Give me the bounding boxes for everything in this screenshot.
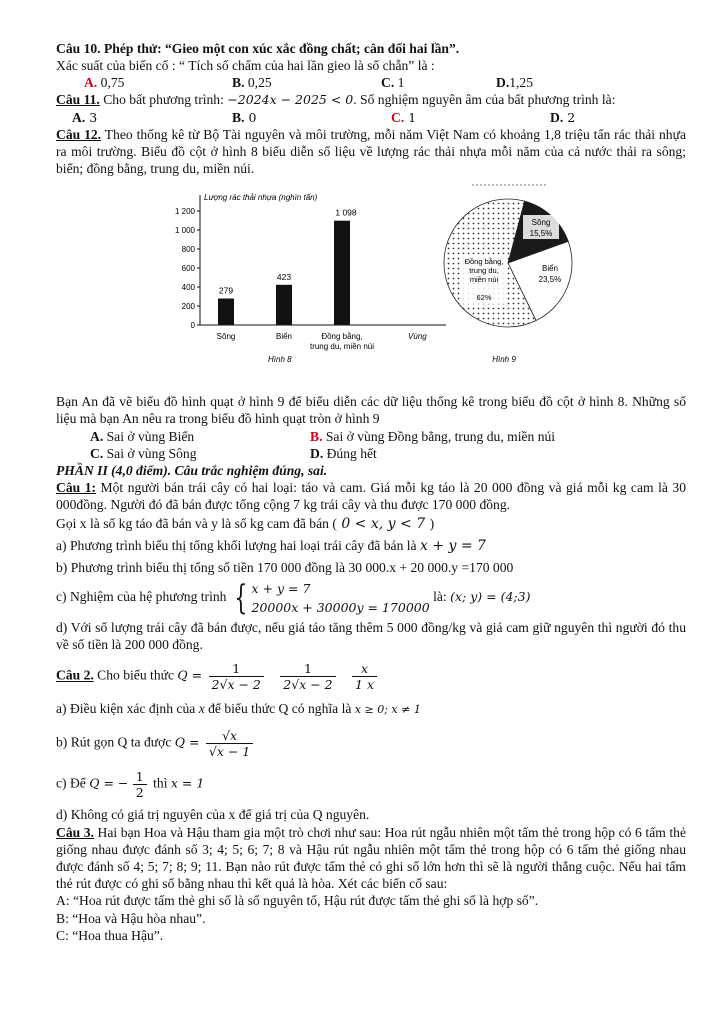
c3-event-b: B: “Hoa và Hậu hòa nhau”. xyxy=(56,910,206,926)
q12-option-b[interactable]: B. Sai ở vùng Đồng bằng, trung du, miền núi xyxy=(310,428,556,444)
category-label: trung du, miền núi xyxy=(309,342,375,352)
q10-option-b[interactable]: B. 0,25 xyxy=(232,75,272,91)
y-tick-label: 800 xyxy=(181,245,195,255)
bar-value-label: 1 098 xyxy=(335,207,357,218)
q12-stem: Câu 12. Theo thống kê từ Bộ Tài nguyên và môi trường, mỗi năm Việt Nam có khoảng 1,8 triệu tấn rác thải nhựa ra môi trường. Biểu đồ cột ở hình 8 biểu diễn số liệu về lượng rác thải nhựa mỗi năm của cả nước thải ra sông; biển; đồng bằng, trung du, miền núi. xyxy=(56,126,686,177)
c2-d[interactable]: d) Không có giá trị nguyên của x để giá trị của Q nguyên. xyxy=(56,807,370,823)
c1-c[interactable]: c) Nghiệm của hệ phương trình { x + y = 7 20000x + 30000y = 170000 là: (x; y) = (4;3) xyxy=(56,577,531,618)
bar-value-label: 279 xyxy=(218,285,234,296)
label-dong-bang xyxy=(462,254,506,304)
q12-option-d[interactable]: D. Đúng hết xyxy=(310,445,377,461)
c1-b[interactable]: b) Phương trình biểu thị tổng số tiền 170 000 đồng là 30 000.x + 20 000.y =170 000 xyxy=(56,559,514,575)
pie-label-value: 15,5% xyxy=(529,229,553,239)
charts-area xyxy=(56,181,686,389)
q12-options-row2 xyxy=(56,445,686,462)
q10-option-a[interactable]: A. 0,75 xyxy=(84,75,125,91)
pie-label-name: trung du, xyxy=(469,266,499,276)
figure-caption: Hình 9 xyxy=(492,355,516,365)
q11-option-b[interactable]: B. 0 xyxy=(232,109,257,125)
pie-label-name: Đồng bằng, xyxy=(464,257,504,267)
bar-value-label: 423 xyxy=(276,272,292,283)
bar xyxy=(276,285,292,325)
q10-option-d[interactable]: D.1,25 xyxy=(496,75,534,91)
pie-label-value: 62% xyxy=(476,293,492,303)
c2-a[interactable]: a) Điều kiện xác định của x để biểu thức Q có nghĩa là x ≥ 0; x ≠ 1 xyxy=(56,701,421,717)
fraction-2: $\frac{1}{2√x - 2}$ xyxy=(280,661,335,692)
q11-options xyxy=(56,109,686,126)
q12-after: Bạn An đã vẽ biểu đồ hình quạt ở hình 9 để biểu diễn các dữ liệu thống kê trong biểu đồ cột ở hình 8. Những số liệu mà bạn An nêu ra trong biểu đồ hình quạt tròn ở hình 9 xyxy=(56,394,686,427)
c3-event-a: A: “Hoa rút được tấm thẻ ghi số là số nguyên tố, Hậu rút được tấm thẻ ghi số là hợp số”. xyxy=(56,893,539,909)
x-axis-label: Vùng xyxy=(408,332,427,342)
q12-option-a[interactable]: A. Sai ở vùng Biển xyxy=(90,428,195,444)
y-tick-label: 0 xyxy=(190,321,195,331)
bar xyxy=(218,299,234,326)
y-tick-label: 400 xyxy=(181,283,195,293)
c2-b[interactable]: b) Rút gọn Q ta được Q = $\frac{√x}{√x - 1}$ xyxy=(56,728,686,759)
c2-stem: Câu 2. Cho biểu thức Q = $\frac{1}{2√x - 2}$ $\frac{1}{2√x - 2}$ $\frac{x}{1 x}$ xyxy=(56,661,686,692)
q11-option-d[interactable]: D. 2 xyxy=(550,109,576,125)
figure-caption: Hình 8 xyxy=(268,355,292,365)
part2-title: PHẦN II (4,0 điểm). Câu trắc nghiệm đúng, sai. xyxy=(56,462,328,478)
q10-options xyxy=(56,74,686,91)
q11-option-a[interactable]: A. 3 xyxy=(72,109,98,125)
fraction-result: $\frac{√x}{√x - 1}$ xyxy=(206,728,253,759)
c1-def: Gọi x là số kg táo đã bán và y là số kg cam đã bán ( 0 < x, y < 7 ) xyxy=(56,516,435,533)
y-tick-label: 1 000 xyxy=(174,226,195,236)
pie-label-name: miền núi xyxy=(469,275,499,285)
label-song xyxy=(523,215,559,239)
fraction-3: $\frac{x}{1 x}$ xyxy=(352,661,377,692)
chart-title: Lượng rác thải nhựa (nghìn tấn) xyxy=(204,193,318,203)
y-tick-label: 1 200 xyxy=(174,207,195,217)
c2-c[interactable]: c) Để Q = − $\frac{1}{2}$ thì x = 1 xyxy=(56,769,205,801)
q10-stem: Xác suất của biến cố : “ Tích số chấm của hai lần gieo là số chẵn” là : xyxy=(56,58,435,74)
exam-page xyxy=(56,40,686,944)
category-label: Đồng bằng, xyxy=(321,332,363,342)
c3-event-c: C: “Hoa thua Hậu”. xyxy=(56,927,164,943)
q11-stem: Câu 11. Cho bất phương trình: −2024x − 2025 < 0. Số nghiệm nguyên âm của bất phương trình là: xyxy=(56,92,616,108)
q12-option-c[interactable]: C. Sai ở vùng Sông xyxy=(90,445,197,461)
pie-label-value: 23,5% xyxy=(538,275,562,285)
fraction-1: $\frac{1}{2√x - 2}$ xyxy=(209,661,264,692)
y-tick-label: 200 xyxy=(181,302,195,312)
category-label: Sông xyxy=(216,332,236,342)
equation-system: { x + y = 7 20000x + 30000y = 170000 xyxy=(234,577,430,618)
q12-options-row1 xyxy=(56,428,686,445)
fraction-half: $\frac{1}{2}$ xyxy=(133,769,147,800)
q10-option-c[interactable]: C. 1 xyxy=(381,75,405,91)
pie-label-name: Sông xyxy=(531,218,551,228)
pie-chart-hinh-9 xyxy=(426,181,596,389)
bar xyxy=(334,221,350,325)
c3-stem: Câu 3. Hai bạn Hoa và Hậu tham gia một trò chơi như sau: Hoa rút ngẫu nhiên một tấm thẻ trong hộp có 6 tấm thẻ giống nhau được đánh số 3; 4; 5; 6; 7; 8 và Hậu rút ngẫu nhiên một tấm thẻ trong hộp có 6 tấm thẻ giống nhau được đánh số 4; 5; 7; 8; 9; 11. Bạn nào rút được tấm thẻ có ghi số lớn hơn thì sẽ là người thắng cuộc. Nếu hai tấm thẻ rút được có ghi số bằng nhau thì kết quả là hòa. Xét các biến cố sau: xyxy=(56,824,686,892)
y-tick-label: 600 xyxy=(181,264,195,274)
c1-d[interactable]: d) Với số lượng trái cây đã bán được, nếu giá táo tăng thêm 5 000 đồng/kg và giá cam giữ nguyên thì người đó thu về số tiền là 200 000 đồng. xyxy=(56,619,686,653)
q11-option-c[interactable]: C. 1 xyxy=(391,109,417,125)
c1-stem: Câu 1: Một người bán trái cây có hai loại: táo và cam. Giá mỗi kg táo là 20 000 đồng và giá mỗi kg cam là 30 000đồng. Người đó đã bán được tổng cộng 7 kg trái cây và thu được 170 000 đồng. xyxy=(56,479,686,513)
c1-a[interactable]: a) Phương trình biểu thị tổng khối lượng hai loại trái cây đã bán là x + y = 7 xyxy=(56,538,486,555)
q10-title: Câu 10. Phép thử: “Gieo một con xúc xắc đồng chất; cân đối hai lần”. xyxy=(56,41,460,56)
pie-label-name: Biển xyxy=(541,264,559,274)
category-label: Biển xyxy=(275,332,293,342)
